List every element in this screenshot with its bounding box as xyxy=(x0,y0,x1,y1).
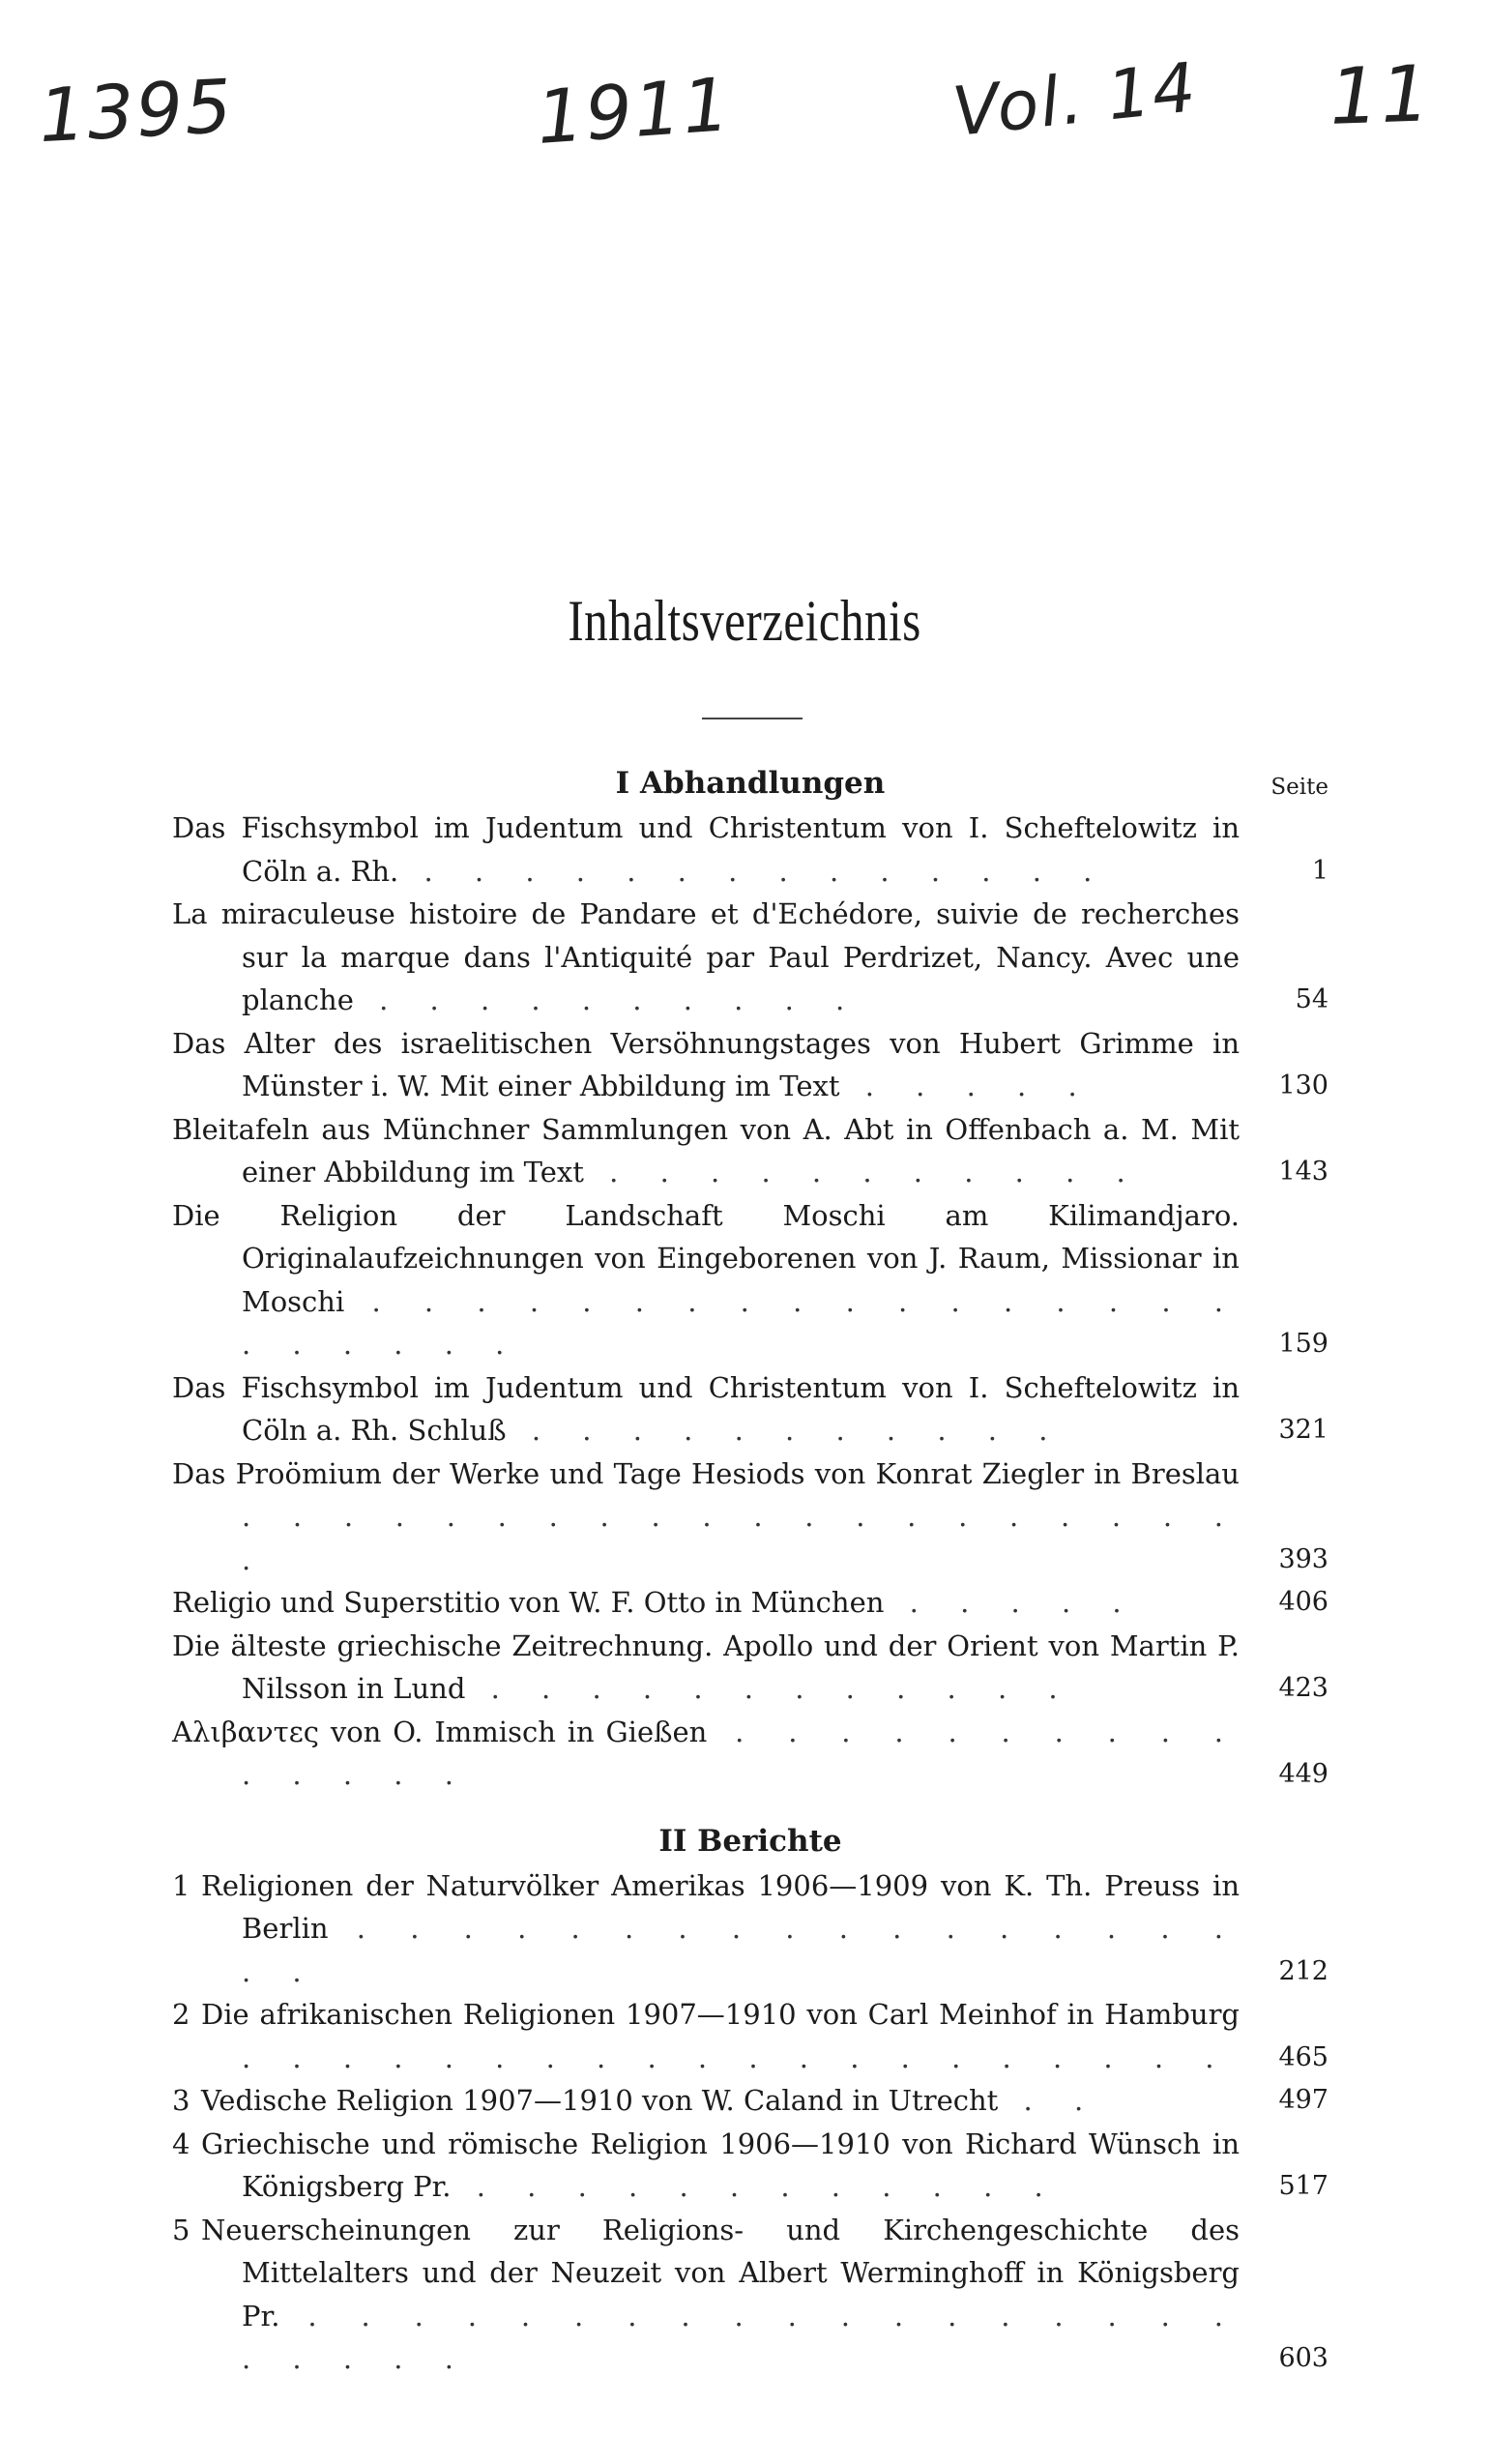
entry-page: 449 xyxy=(1278,1759,1328,1789)
entry-page: 143 xyxy=(1278,1157,1328,1187)
toc-entry: Das Fischsymbol im Judentum und Christentum von I. Scheftelowitz in Cöln a. Rh. . . . . . . . . . . . . . . 1 xyxy=(172,807,1328,893)
handwritten-note-3: Vol. 14 xyxy=(949,46,1202,153)
page-title: Inhaltsverzeichnis xyxy=(568,589,921,653)
section-heading-abhandlungen xyxy=(172,760,1328,807)
entry-text: Die afrikanischen Religionen 1907—1910 von Carl Meinhof in Hamburg xyxy=(201,1998,1240,2031)
entry-number: 4 xyxy=(172,2127,190,2160)
toc-entry: Die Religion der Landschaft Moschi am Kilimandjaro. Originalaufzeichnungen von Eingeborenen von J. Raum, Missionar in Moschi . . . . . . . . . . . . . . . . . . . . . . . 159 xyxy=(172,1194,1328,1366)
toc-entry: 2 Die afrikanischen Religionen 1907—1910 von Carl Meinhof in Hamburg . . . . . . . . . . . . . . . . . . . . 465 xyxy=(172,1993,1328,2079)
entry-page: 423 xyxy=(1278,1673,1328,1703)
entry-page: 406 xyxy=(1278,1587,1328,1617)
entry-text: Neuerscheinungen zur Religions- und Kirchengeschichte des Mittelalters und der Neuzeit von Albert Werminghoff in Königsberg Pr. xyxy=(201,2213,1240,2332)
entry-page: 497 xyxy=(1278,2085,1328,2115)
entry-text: Religionen der Naturvölker Amerikas 1906—1909 von K. Th. Preuss in Berlin xyxy=(201,1868,1240,1945)
toc-entry: Die älteste griechische Zeitrechnung. Apollo und der Orient von Martin P. Nilsson in Lund . . . . . . . . . . . . 423 xyxy=(172,1625,1328,1711)
entry-page: 54 xyxy=(1295,984,1328,1014)
table-of-contents xyxy=(172,760,1328,2381)
toc-entry: 1 Religionen der Naturvölker Amerikas 1906—1909 von K. Th. Preuss in Berlin . . . . . . . . . . . . . . . . . . . 212 xyxy=(172,1864,1328,1994)
toc-entry: 4 Griechische und römische Religion 1906—1910 von Richard Wünsch in Königsberg Pr. . . . . . . . . . . . . 517 xyxy=(172,2123,1328,2209)
entry-text: La miraculeuse histoire de Pandare et d'Echédore, suivie de recherches sur la marque dans l'Antiquité par Paul Perdrizet, Nancy. Avec une planche xyxy=(172,897,1240,1016)
entry-number: 2 xyxy=(172,1998,190,2031)
title-rule xyxy=(702,718,803,719)
handwritten-note-4: 11 xyxy=(1328,48,1434,142)
entry-text: Das Fischsymbol im Judentum und Christentum von I. Scheftelowitz in Cöln a. Rh. xyxy=(172,811,1240,888)
toc-entry: Das Alter des israelitischen Versöhnungstages von Hubert Grimme in Münster i. W. Mit einer Abbildung im Text . . . . . 130 xyxy=(172,1022,1328,1108)
section-title: II Berichte xyxy=(658,1823,842,1859)
handwritten-note-1: 1395 xyxy=(36,62,236,160)
entry-text: Religio und Superstitio von W. F. Otto in München xyxy=(172,1586,885,1619)
toc-entry: Das Fischsymbol im Judentum und Christentum von I. Scheftelowitz in Cöln a. Rh. Schluß . . . . . . . . . . . 321 xyxy=(172,1366,1328,1452)
entry-page: 517 xyxy=(1278,2171,1328,2201)
toc-entry: Bleitafeln aus Münchner Sammlungen von A. Abt in Offenbach a. M. Mit einer Abbildung im Text . . . . . . . . . . . 143 xyxy=(172,1108,1328,1194)
section-heading-berichte xyxy=(172,1818,1328,1864)
toc-entry: La miraculeuse histoire de Pandare et d'Echédore, suivie de recherches sur la marque dans l'Antiquité par Paul Perdrizet, Nancy. Avec une planche . . . . . . . . . . 54 xyxy=(172,893,1328,1022)
entry-page: 465 xyxy=(1278,2041,1328,2072)
entry-page: 1 xyxy=(1311,855,1328,886)
handwritten-note-2: 1911 xyxy=(534,61,735,161)
toc-entry: Αλιβαντες von O. Immisch in Gießen . . . . . . . . . . . . . . . 449 xyxy=(172,1711,1328,1797)
entry-text: Griechische und römische Religion 1906—1910 von Richard Wünsch in Königsberg Pr. xyxy=(201,2127,1240,2203)
entry-page: 159 xyxy=(1278,1329,1328,1359)
entry-page: 212 xyxy=(1278,1955,1328,1986)
entry-text: Das Alter des israelitischen Versöhnungstages von Hubert Grimme in Münster i. W. Mit einer Abbildung im Text xyxy=(172,1026,1240,1102)
entry-text: Vedische Religion 1907—1910 von W. Caland in Utrecht xyxy=(201,2084,999,2117)
toc-entry: 3 Vedische Religion 1907—1910 von W. Caland in Utrecht . . 497 xyxy=(172,2079,1328,2123)
entry-page: 393 xyxy=(1278,1543,1328,1574)
entry-text: Bleitafeln aus Münchner Sammlungen von A. Abt in Offenbach a. M. Mit einer Abbildung im Text xyxy=(172,1112,1240,1188)
section-title: I Abhandlungen xyxy=(615,766,886,801)
entry-text: Das Fischsymbol im Judentum und Christentum von I. Scheftelowitz in Cöln a. Rh. Schluß xyxy=(172,1370,1240,1447)
entry-text: Die älteste griechische Zeitrechnung. Apollo und der Orient von Martin P. Nilsson in Lund xyxy=(172,1628,1240,1705)
entry-page: 321 xyxy=(1278,1415,1328,1445)
entry-number: 3 xyxy=(172,2084,190,2117)
page-column-label: Seite xyxy=(1270,775,1328,800)
toc-entry: Religio und Superstitio von W. F. Otto in München . . . . . 406 xyxy=(172,1581,1328,1625)
entry-page: 130 xyxy=(1278,1071,1328,1100)
entry-text: Das Proömium der Werke und Tage Hesiods von Konrat Ziegler in Breslau xyxy=(172,1456,1240,1490)
entry-number: 5 xyxy=(172,2213,190,2246)
entry-text: Αλιβαντες von O. Immisch in Gießen xyxy=(172,1715,708,1748)
entry-number: 1 xyxy=(172,1868,190,1902)
toc-entry: 5 Neuerscheinungen zur Religions- und Kirchengeschichte des Mittelalters und der Neuzeit von Albert Werminghoff in Königsberg Pr. . . . . . . . . . . . . . . . . . . . . . . . 603 xyxy=(172,2209,1328,2381)
entry-text: Die Religion der Landschaft Moschi am Kilimandjaro. Originalaufzeichnungen von Eingeborenen von J. Raum, Missionar in Moschi xyxy=(172,1198,1240,1318)
entry-page: 603 xyxy=(1278,2343,1328,2373)
toc-entry: Das Proömium der Werke und Tage Hesiods von Konrat Ziegler in Breslau . . . . . . . . . . . . . . . . . . . . . 393 xyxy=(172,1452,1328,1582)
